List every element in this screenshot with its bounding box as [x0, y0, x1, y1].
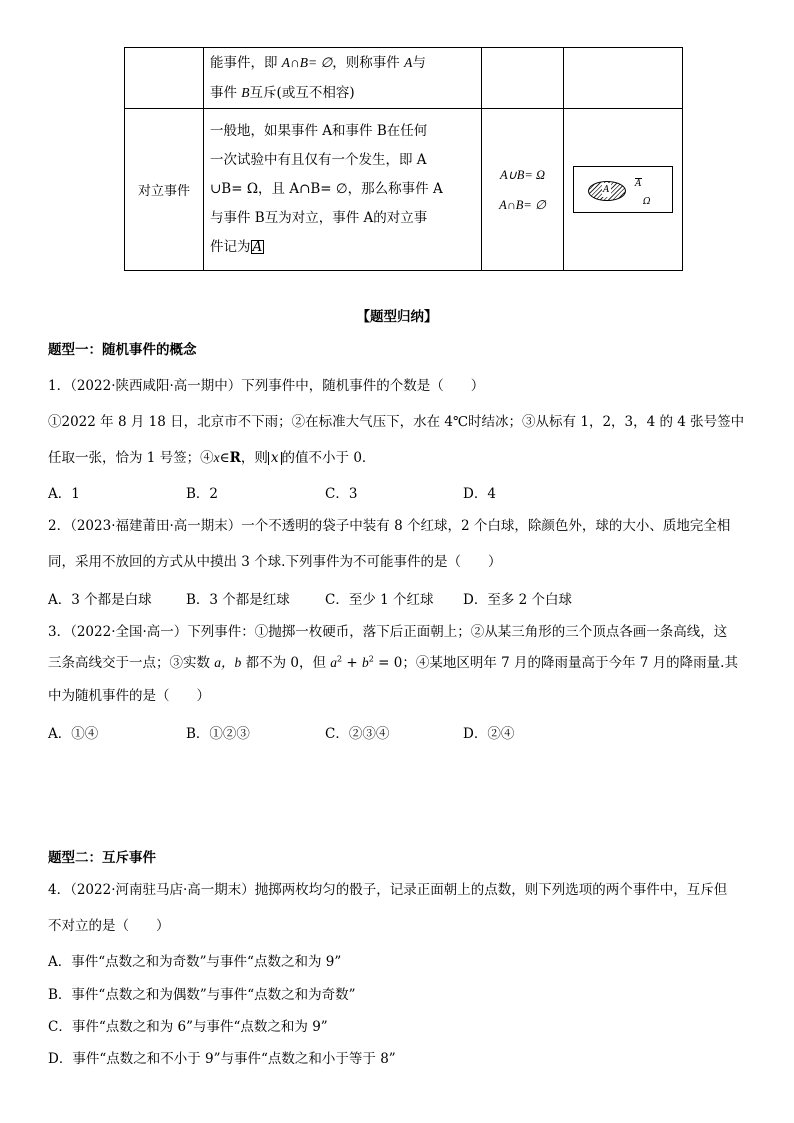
- text: 三条高线交于一点；③实数: [48, 655, 215, 671]
- intersection-formula: A∩B= ∅: [499, 197, 546, 212]
- complement-label: A: [635, 179, 642, 189]
- def-text: 事件: [210, 85, 242, 101]
- definition-cell: [204, 48, 482, 109]
- set-a-ellipse: [588, 181, 626, 201]
- option-d: D．至多 2 个白球: [463, 592, 572, 608]
- def-var: B: [241, 85, 250, 100]
- question-2-line: 同，采用不放回的方式从中摸出 3 个球.下列事件为不可能事件的是（ ）: [48, 554, 502, 570]
- event-name-cell: [125, 48, 204, 109]
- math-set: R: [229, 450, 241, 466]
- section-title: 【题型归纳】: [356, 309, 438, 325]
- question-1-line: [48, 446, 748, 466]
- option-c: C．②③④: [325, 726, 390, 742]
- symbol-cell: [482, 48, 564, 109]
- text: 的值不小于 0．: [281, 450, 376, 466]
- option-a: A．事件“点数之和为奇数”与事件“点数之和为 9”: [48, 954, 342, 970]
- question-2-line: 2．（2023·福建莆田·高一期末）一个不透明的袋子中装有 8 个红球，2 个白球，除颜色外，球的大小、质地完全相: [48, 518, 731, 534]
- question-3-line: 中为随机事件的是（ ）: [48, 688, 210, 704]
- def-text: 与: [412, 55, 426, 71]
- text: 任取一张，恰为 1 号签；④: [48, 450, 214, 466]
- option-b: B．3 个都是红球: [186, 592, 290, 608]
- topic-heading-2: 题型二：互斥事件: [48, 850, 156, 866]
- def-text: ，则称事件: [332, 55, 405, 71]
- question-4-line: 4．（2022·河南驻马店·高一期末）抛掷两枚均匀的骰子，记录正面朝上的点数，则下列选项的两个事件中，互斥但: [48, 882, 728, 898]
- question-4-line: 不对立的是（ ）: [48, 918, 170, 934]
- option-a: A．1: [48, 486, 80, 502]
- omega-label: Ω: [643, 197, 651, 207]
- complement-symbol: A: [252, 239, 263, 255]
- def-text: 能事件，即: [210, 55, 282, 71]
- def-expr: A∩B= ∅: [281, 55, 333, 70]
- def-line: 与事件 B互为对立，事件 A的对立事: [210, 210, 428, 226]
- diagram-cell: [564, 48, 683, 109]
- option-b: B．①②③: [186, 726, 250, 742]
- question-1-line: ①2022 年 8 月 18 日，北京市不下雨；②在标准大气压下，水在 4℃时结冰；③从标有 1，2，3，4 的 4 张号签中: [48, 414, 745, 430]
- option-a: A．3 个都是白球: [48, 592, 152, 608]
- math-var: b: [362, 655, 369, 670]
- option-c: C．3: [325, 486, 358, 502]
- def-line: 件记为: [210, 239, 251, 255]
- option-b: B．事件“点数之和为偶数”与事件“点数之和为奇数”: [48, 987, 356, 1003]
- math-op: = 0: [373, 655, 403, 671]
- math-var: x: [213, 450, 220, 465]
- option-d: D．4: [463, 486, 496, 502]
- math-var: a: [330, 655, 338, 670]
- def-line: ∪B= Ω，且 A∩B= ∅，那么称事件 A: [210, 181, 443, 197]
- union-formula: A∪B= Ω: [499, 167, 546, 182]
- option-d: D．事件“点数之和不小于 9”与事件“点数之和小于等于 8”: [48, 1051, 396, 1067]
- def-line: 一般地，如果事件 A和事件 B在任何: [210, 123, 428, 139]
- text: 都不为 0，但: [241, 655, 331, 671]
- question-1-stem: 1．（2022·陕西咸阳·高一期中）下列事件中，随机事件的个数是（ ）: [48, 378, 485, 394]
- text: ，则: [240, 450, 268, 466]
- def-line: 一次试验中有且仅有一个发生，即 A: [210, 152, 427, 168]
- math-op: ∈: [219, 450, 230, 466]
- option-c: C．事件“点数之和为 6”与事件“点数之和为 9”: [48, 1019, 328, 1035]
- table-row-complementary: [125, 109, 683, 271]
- question-3-line: 3．（2022·全国·高一）下列事件：①抛掷一枚硬币，落下后正面朝上；②从某三角形的三个顶点各画一条高线，这: [48, 624, 728, 640]
- option-c: C．至少 1 个红球: [325, 592, 434, 608]
- question-3-line: 三条高线交于一点；③实数 a，b 都不为 0，但 $a^2 + b^2 = 0$；④某地区明年 7 月的降雨量高于今年 7 月的降雨量.其: [48, 654, 738, 671]
- table-row-mutually-exclusive: [125, 48, 683, 109]
- math-vars: a，b: [214, 655, 242, 670]
- text: ；④某地区明年 7 月的降雨量高于今年 7 月的降雨量.其: [402, 655, 738, 671]
- definition-table: [124, 47, 683, 271]
- def-var: A: [404, 55, 413, 70]
- option-b: B．2: [186, 486, 219, 502]
- topic-heading-1: 题型一：随机事件的概念: [48, 342, 197, 358]
- venn-diagram: [573, 166, 673, 213]
- event-name-cell: 对立事件: [125, 109, 204, 271]
- def-text: 互斥(或互不相容): [249, 85, 355, 101]
- diagram-cell: [564, 109, 683, 271]
- set-a-label: A: [603, 185, 610, 195]
- math-op: +: [342, 655, 363, 671]
- option-d: D．②④: [463, 726, 515, 742]
- abs-value: x: [268, 452, 282, 465]
- option-a: A．①④: [48, 726, 99, 742]
- definition-cell: [204, 109, 482, 271]
- symbol-cell: [482, 109, 564, 271]
